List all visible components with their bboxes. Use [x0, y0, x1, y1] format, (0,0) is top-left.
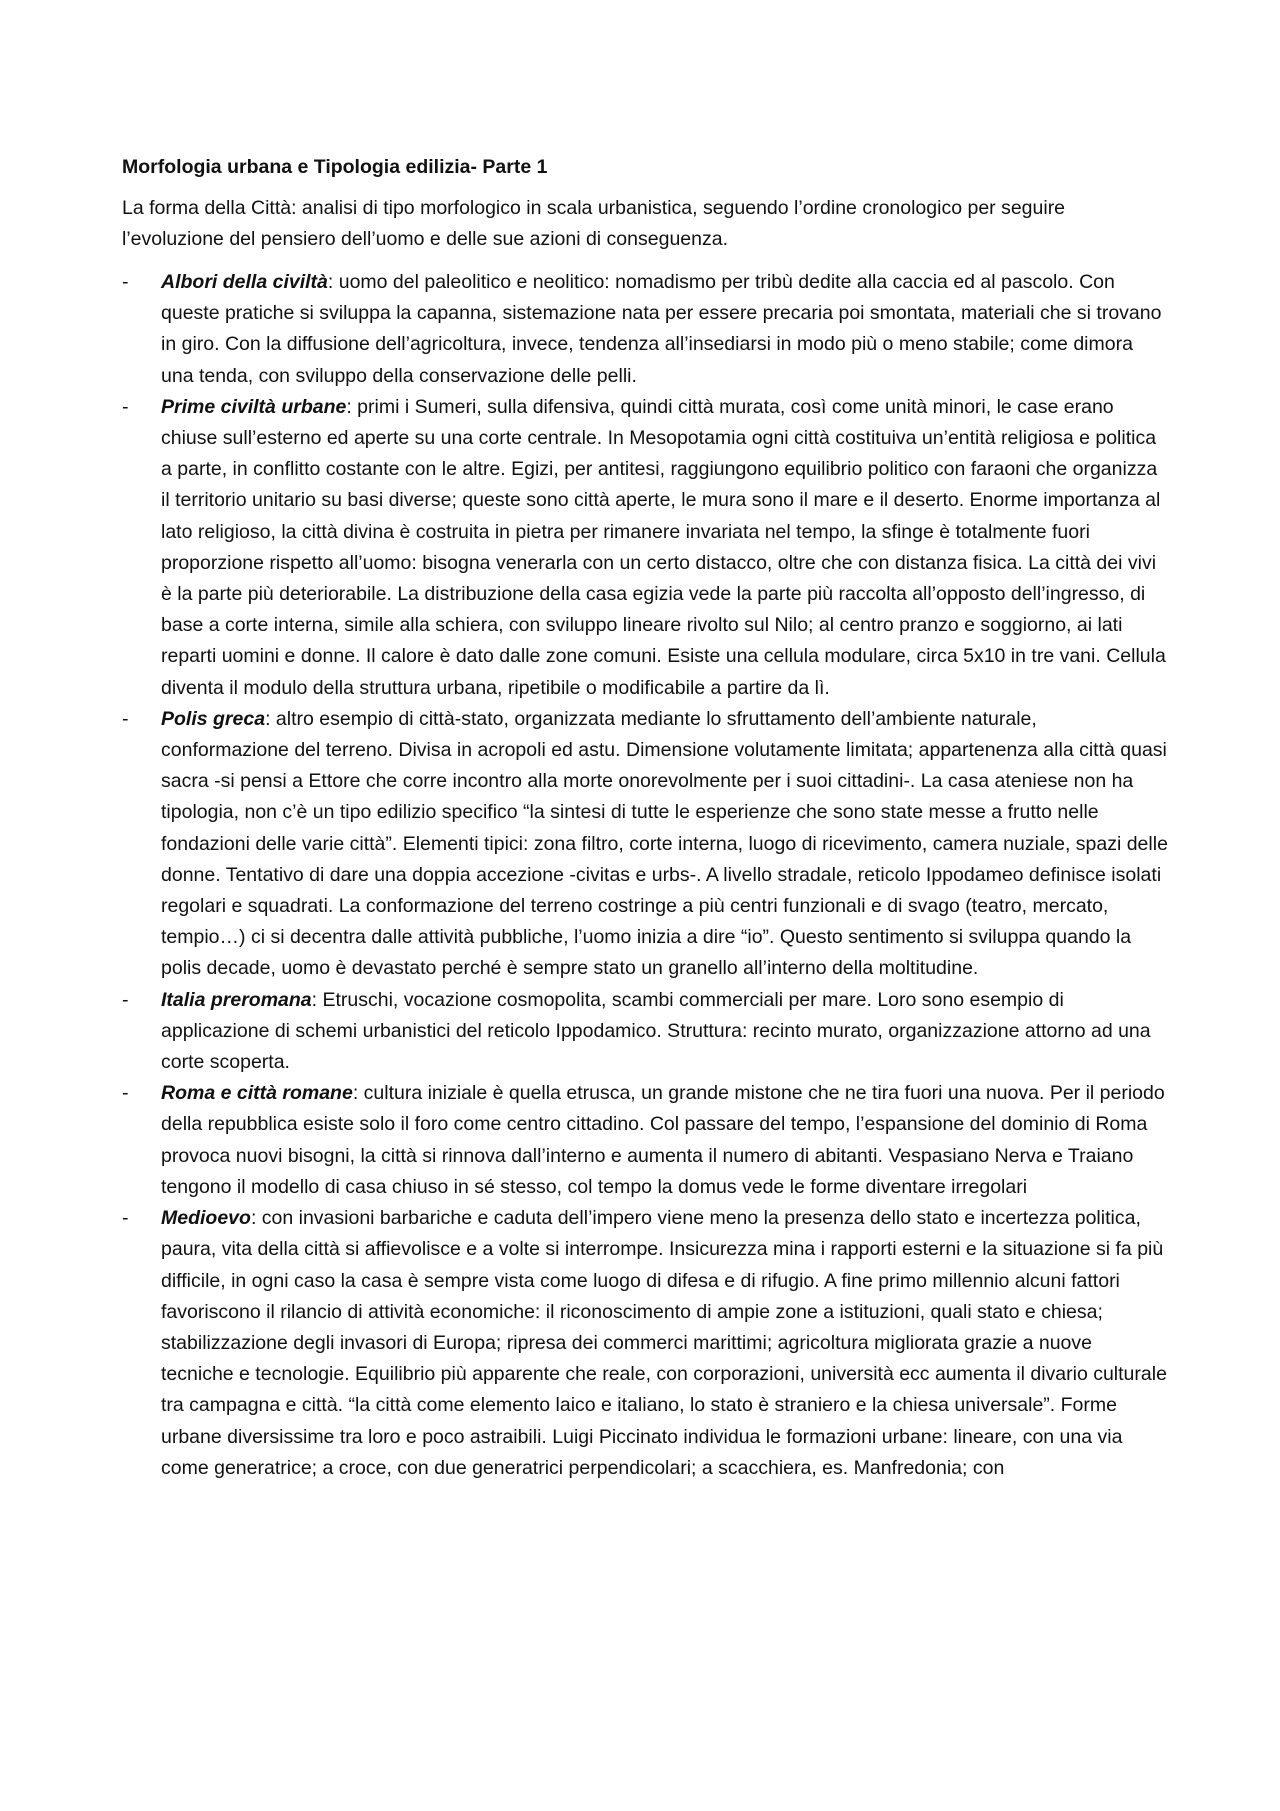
section-text: : con invasioni barbariche e caduta dell’impero viene meno la presenza dello stato e incertezza politica, paura, vita della città si affievolisce e a volte si interrompe. Insicurezza mina i rapporti esterni e la situazione si fa più difficile, in ogni caso la casa è sempre vista come luogo di difesa e di rifugio. A fine primo millennio alcuni fattori favoriscono il rilancio di attività economiche: il riconoscimento di ampie zone a istituzioni, quali stato e chiesa; stabilizzazione degli invasori di Europa; ripresa dei commerci marittimi; agricoltura migliorata grazie a nuove tecniche e tecnologie. Equilibrio più apparente che reale, con corporazioni, università ecc aumenta il divario culturale tra campagna e città. “la città come elemento laico e italiano, lo stato è straniero e la chiesa universale”. Forme urbane diversissime tra loro e poco astraibili. Luigi Piccinato individua le formazioni urbane: lineare, con una via come generatrice; a croce, con due generatrici perpendicolari; a scacchiera, es. Manfredonia; con: [161, 1207, 1167, 1479]
section-polis-greca: [122, 704, 1168, 985]
section-text: : uomo del paleolitico e neolitico: nomadismo per tribù dedite alla caccia ed al pascolo. Con queste pratiche si sviluppa la capanna, sistemazione nata per essere precaria poi smontata, materiali che si trovano in giro. Con la diffusione dell’agricoltura, invece, tendenza all’insediarsi in modo più o meno stabile; come dimora una tenda, con sviluppo della conservazione delle pelli.: [161, 271, 1162, 387]
section-term: Prime civiltà urbane: [161, 395, 347, 418]
bullet-dash: -: [122, 1082, 129, 1105]
section-roma: [122, 1078, 1168, 1203]
section-term: Roma e città romane: [161, 1082, 353, 1105]
section-term: Medioevo: [161, 1207, 251, 1230]
section-text: : altro esempio di città-stato, organizzata mediante lo sfruttamento dell’ambiente naturale, conformazione del terreno. Divisa in acropoli ed astu. Dimensione volutamente limitata; appartenenza alla città quasi sacra -si pensi a Ettore che corre incontro alla morte onorevolmente per i suoi cittadini-. La casa ateniese non ha tipologia, non c’è un tipo edilizio specifico “la sintesi di tutte le esperienze che sono state messe a frutto nelle fondazioni delle varie città”. Elementi tipici: zona filtro, corte interna, luogo di ricevimento, camera nuziale, spazi delle donne. Tentativo di dare una doppia accezione -civitas e urbs-. A livello stradale, reticolo Ippodameo definisce isolati regolari e squadrati. La conformazione del terreno costringe a più centri funzionali e di svago (teatro, mercato, tempio…) ci si decentra dalle attività pubbliche, l’uomo inizia a dire “io”. Questo sentimento si sviluppa quando la polis decade, uomo è devastato perché è sempre stato un granello all’interno della moltitudine.: [161, 707, 1168, 980]
section-term: Italia preromana: [161, 988, 312, 1011]
bullet-dash: -: [122, 707, 129, 730]
section-text: : primi i Sumeri, sulla difensiva, quindi città murata, così come unità minori, le case erano chiuse sull’esterno ed aperte su una corte centrale. In Mesopotamia ogni città costituiva un’entità religiosa e politica a parte, in conflitto costante con le altre. Egizi, per antitesi, raggiungono equilibrio politico con faraoni che organizza il territorio unitario su basi diverse; queste sono città aperte, le mura sono il mare e il deserto. Enorme importanza al lato religioso, la città divina è costruita in pietra per rimanere invariata nel tempo, la sfinge è totalmente fuori proporzione rispetto all’uomo: bisogna venerarla con un certo distacco, oltre che con distanza fisica. La città dei vivi è la parte più deteriorabile. La distribuzione della casa egizia vede la parte più raccolta all’opposto dell’ingresso, di base a corte interna, simile alla schiera, con sviluppo lineare rivolto sul Nilo; al centro pranzo e soggiorno, ai lati reparti uomini e donne. Il calore è dato dalle zone comuni. Esiste una cellula modulare, circa 5x10 in tre vani. Cellula diventa il modulo della struttura urbana, ripetibile o modificabile a partire da lì.: [161, 395, 1166, 699]
bullet-dash: -: [122, 1207, 129, 1230]
bullet-dash: -: [122, 988, 129, 1011]
bullet-dash: -: [122, 271, 129, 293]
section-prime-civilta: [122, 392, 1168, 704]
document-title: Morfologia urbana e Tipologia edilizia- Parte 1: [122, 156, 548, 178]
section-term: Albori della civiltà: [161, 271, 328, 293]
section-text: : cultura iniziale è quella etrusca, un grande mistone che ne tira fuori una nuova. Per il periodo della repubblica esiste solo il foro come centro cittadino. Col passare del tempo, l’espansione del dominio di Roma provoca nuovi bisogni, la città si rinnova dall’interno e aumenta il numero di abitanti. Vespasiano Nerva e Traiano tengono il modello di casa chiuso in sé stesso, col tempo la domus vede le forme diventare irregolari: [161, 1082, 1165, 1198]
section-medioevo: [122, 1203, 1168, 1484]
intro-paragraph: La forma della Città: analisi di tipo morfologico in scala urbanistica, seguendo l’ordine cronologico per seguire l’evoluzione del pensiero dell’uomo e delle sue azioni di conseguenza.: [122, 197, 1066, 250]
section-term: Polis greca: [161, 707, 266, 730]
section-italia-preromana: [122, 985, 1168, 1079]
section-text: : Etruschi, vocazione cosmopolita, scambi commerciali per mare. Loro sono esempio di applicazione di schemi urbanistici del reticolo Ippodamico. Struttura: recinto murato, organizzazione attorno ad una corte scoperta.: [161, 988, 1151, 1074]
section-albori: [122, 267, 1168, 392]
section-list: [122, 267, 1168, 1484]
bullet-dash: -: [122, 395, 129, 418]
